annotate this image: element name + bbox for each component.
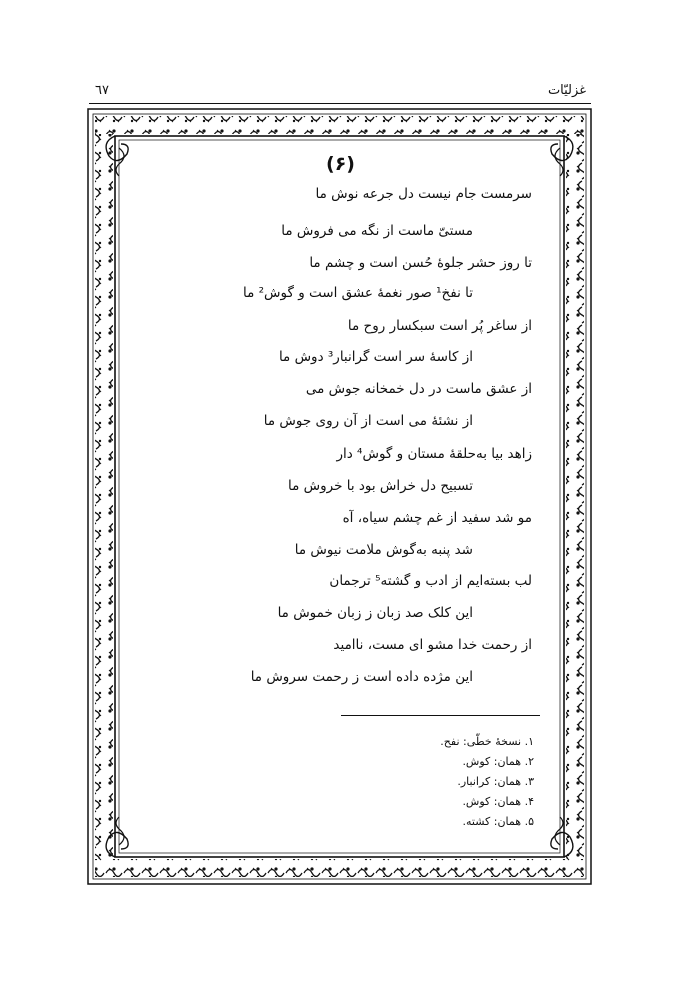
- page-number: ٦٧: [95, 82, 109, 98]
- running-header: [95, 80, 586, 100]
- verse-line: از نشئهٔ می است از آن روی جوش ما: [263, 413, 473, 429]
- verse-line: از عشق ماست در دل خمخانه جوش می: [305, 381, 532, 397]
- header-rule: [89, 103, 591, 104]
- verse-line: این مژده داده است ز رحمت سروش ما: [250, 669, 473, 685]
- verse-line: سرمست جام نیست دل جرعه نوش ما: [315, 186, 532, 202]
- footnote-separator: [341, 715, 540, 716]
- verse-line: لب بسته‌ایم از ادب و گشته⁵ ترجمان: [329, 573, 532, 589]
- verse-line: زاهد بیا به‌حلقهٔ مستان و گوش⁴ دار: [336, 446, 532, 462]
- footnote: ٢. همان: کوش.: [462, 755, 534, 768]
- footnote: ١. نسخهٔ خطّی: نفح.: [440, 735, 534, 748]
- verse-line: از ساغر پُر است سبکسار روح ما: [347, 318, 532, 334]
- verse-line: تسبیح دل خراش بود با خروش ما: [287, 478, 473, 494]
- verse-line: شد پنبه به‌گوش ملامت نیوش ما: [294, 542, 473, 558]
- footnote: ٣. همان: کرانبار.: [457, 775, 534, 788]
- verse-line: از رحمت خدا مشو ای مست، ناامید: [333, 637, 532, 653]
- footnote: ۵. همان: کشته.: [462, 815, 534, 828]
- section-title: غزلیّات: [547, 82, 586, 98]
- verse-line: تا نفخ¹ صور نغمهٔ عشق است و گوش² ما: [242, 285, 473, 301]
- verse-line: مو شد سفید از غم چشم سیاه، آه: [342, 510, 532, 526]
- poem-number: (۶): [326, 153, 355, 175]
- verse-line: مستیّ ماست از نگه می فروش ما: [281, 223, 473, 239]
- verse-line: تا روز حشر جلوهٔ حُسن است و چشم ما: [309, 255, 532, 271]
- footnote: ۴. همان: کوش.: [462, 795, 534, 808]
- verse-line: از کاسهٔ سر است گرانبار³ دوش ما: [278, 349, 473, 365]
- verse-line: این کلک صد زبان ز زبان خموش ما: [277, 605, 473, 621]
